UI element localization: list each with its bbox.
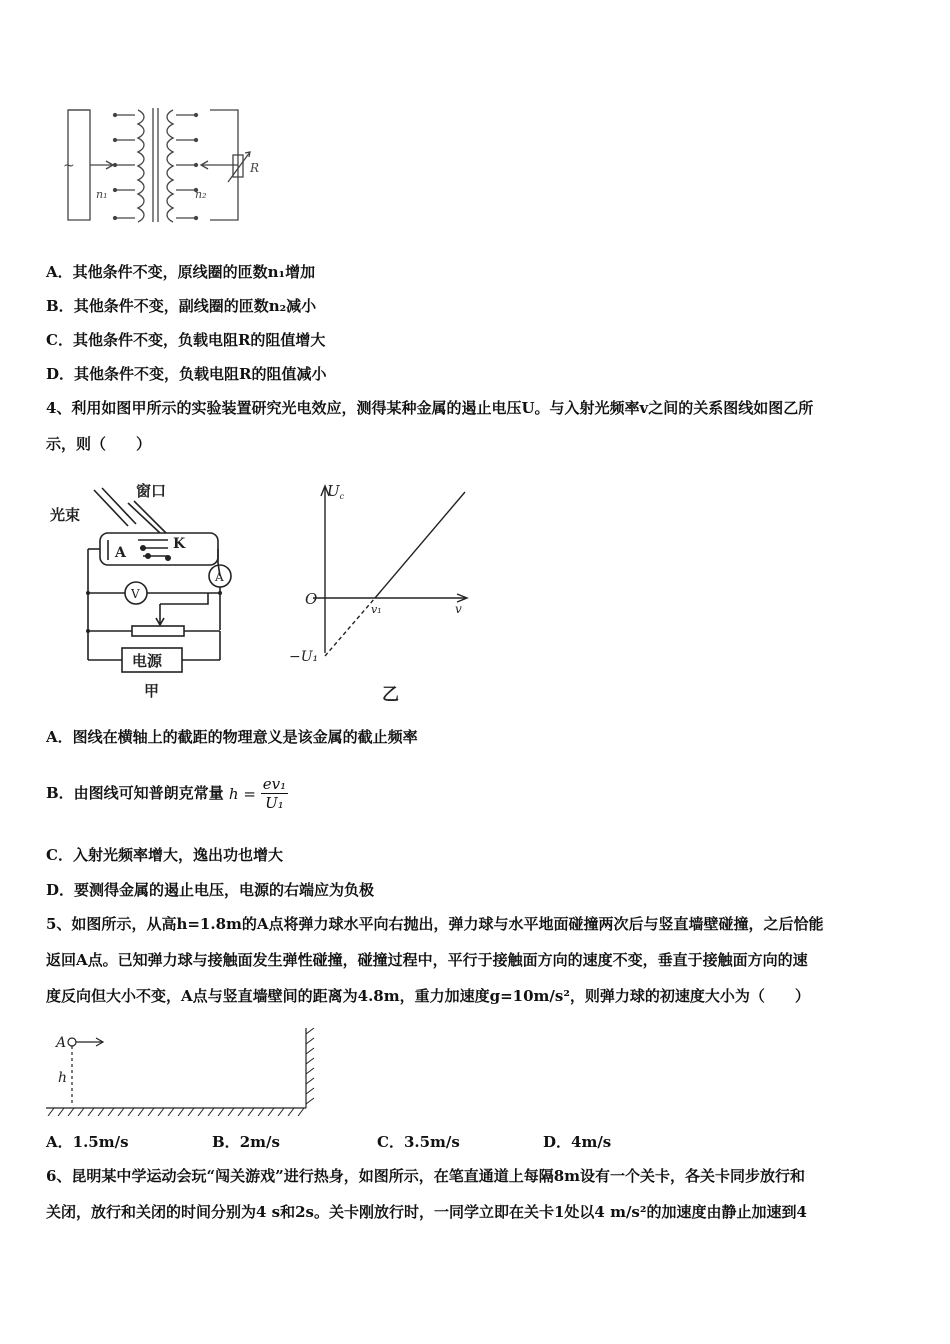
ammeter-label: A	[215, 570, 224, 584]
neg-u1-label: −U₁	[289, 649, 319, 665]
q3-option-b: B．其他条件不变，副线圈的匝数n₂减小	[46, 297, 317, 315]
voltmeter-label: V	[131, 587, 140, 601]
height-h-label: h	[58, 1070, 68, 1086]
y-axis-label: $U_c$	[327, 482, 345, 501]
q5-option-d: D．4m/s	[543, 1133, 612, 1151]
window-label: 窗口	[136, 482, 167, 500]
q6-stem-line2: 关闭，放行和关闭的时间分别为4 s和2s。关卡刚放行时，一同学立即在关卡1处以4 m/s²的加速度由静止加速到4	[46, 1203, 807, 1221]
q3-option-c: C．其他条件不变，负载电阻R的阻值增大	[46, 331, 326, 349]
stopping-voltage-graph	[285, 478, 475, 706]
power-source-label: 电源	[132, 652, 163, 670]
q5-option-b: B．2m/s	[212, 1133, 280, 1151]
n2-label: n₂	[195, 188, 207, 201]
bounce-ball-diagram	[44, 1028, 319, 1116]
q5-stem-line1: 5、如图所示，从高h=1.8m的A点将弹力球水平向右抛出，弹力球与水平地面碰撞两次后与竖直墙壁碰撞，之后恰能	[46, 915, 824, 933]
transformer-diagram	[60, 100, 275, 225]
q4-option-d: D．要测得金属的遏止电压，电源的右端应为负极	[46, 881, 375, 899]
figure-jia-caption: 甲	[144, 682, 160, 700]
q4-option-b-text: B．由图线可知普朗克常量	[46, 784, 224, 802]
anode-label: A	[115, 545, 126, 561]
q4-option-b	[46, 770, 288, 814]
r-label: R	[250, 161, 260, 175]
q6-stem-line1: 6、昆明某中学运动会玩“闯关游戏”进行热身，如图所示，在笔直通道上每隔8m设有一个关卡，各关卡同步放行和	[46, 1167, 806, 1185]
q5-stem-line3: 度反向但大小不变，A点与竖直墙壁间的距离为4.8m，重力加速度g=10m/s²，则弹力球的初速度大小为（ ）	[46, 987, 810, 1005]
figure-yi-caption: 乙	[382, 685, 399, 705]
ac-source-label: ~	[63, 158, 75, 174]
v1-label: v₁	[371, 603, 382, 616]
q3-option-d: D．其他条件不变，负载电阻R的阻值减小	[46, 365, 327, 383]
photoelectric-apparatus-diagram	[48, 478, 248, 700]
planck-formula: h = $\frac{\text{ev₁}}{\text{U₁}}$	[228, 775, 287, 812]
origin-label: O	[305, 590, 318, 608]
cathode-label: K	[173, 536, 186, 552]
n1-label: n₁	[96, 188, 108, 201]
q5-option-a: A．1.5m/s	[46, 1133, 129, 1151]
q4-stem-line1: 4、利用如图甲所示的实验装置研究光电效应，测得某种金属的遏止电压U。与入射光频率v之间的关系图线如图乙所	[46, 399, 814, 417]
q4-option-c: C．入射光频率增大，逸出功也增大	[46, 846, 283, 864]
q5-option-c: C．3.5m/s	[377, 1133, 460, 1151]
q4-stem-line2: 示，则（ ）	[46, 435, 152, 453]
q3-option-a: A．其他条件不变，原线圈的匝数n₁增加	[46, 263, 316, 281]
q4-option-a: A．图线在横轴上的截距的物理意义是该金属的截止频率	[46, 728, 418, 746]
x-axis-label: v	[455, 602, 462, 616]
q5-stem-line2: 返回A点。已知弹力球与接触面发生弹性碰撞，碰撞过程中，平行于接触面方向的速度不变，垂直于接触面方向的速	[46, 951, 808, 969]
beam-label: 光束	[50, 506, 81, 524]
point-a-label: A	[56, 1035, 67, 1051]
